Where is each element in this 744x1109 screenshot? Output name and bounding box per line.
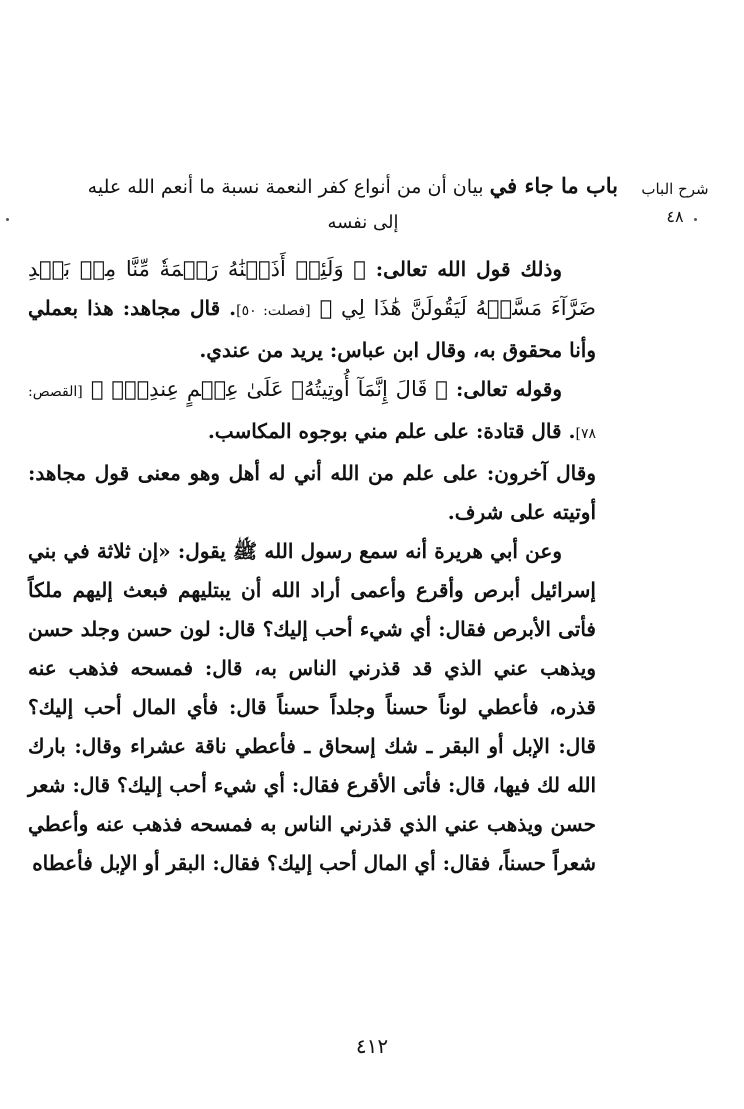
paragraph [28,454,596,532]
verse-reference: [القصص: ٧٨] [28,384,596,442]
chapter-side-note [630,178,720,228]
page-number: ٤١٢ [355,1034,389,1058]
verse-reference: [فصلت: ٥٠] [236,303,311,319]
quran-verse: ﴿ وَلَئِنۡ أَذَقۡنَٰهُ رَحۡمَةٗ مِّنَّا مِنۢ بَعۡدِ ضَرَّآءَ مَسَّتۡهُ لَيَقُولَنَّ هَٰذَا لِي ﴾ [28,257,596,320]
paragraph-text: . قال مجاهد: هذا بعملي وأنا محقوق به، وقال ابن عباس: يريد من عندي. [28,296,596,362]
main-text [28,250,596,883]
paragraph-text: . قال قتادة: على علم مني بوجوه المكاسب. [207,419,576,443]
margin-dot [6,218,9,221]
quran-verse: ﴿ قَالَ إِنَّمَآ أُوتِيتُهُۥ عَلَىٰ عِلۡمٍ عِندِيٓۚ ﴾ [90,377,448,401]
side-note-number: ٤٨ [666,207,684,226]
paragraph-text: وعن أبي هريرة أنه سمع رسول الله ﷺ يقول: «إن ثلاثة في بني إسرائيل أبرص وأقرع وأعمى أراد الله أن يبتليهم فبعث إليهم ملكاً فأتى الأبرص فقال: أي شيء أحب إليك؟ قال: لون حسن وجلد حسن ويذهب عني الذي قد قذرني الناس به، قال: فمسحه فذهب عنه قذره، فأعطي لوناً حسناً وجلداً حسناً قال: فأي المال أحب إليك؟ قال: الإبل أو البقر ـ شك إسحاق ـ فأعطي ناقة عشراء وقال: بارك الله لك فيها، قال: فأتى الأقرع فقال: أي شيء أحب إليك؟ قال: شعر حسن ويذهب عني الذي قذرني الناس به فمسحه فذهب عنه وأعطي شعراً حسناً، فقال: أي المال أحب إليك؟ فقال: البقر أو الإبل فأعطاه [28,539,596,875]
paragraph [28,370,596,454]
chapter-title-rest: بيان أن من أنواع كفر النعمة نسبة ما أنعم الله عليه [87,176,484,198]
paragraph [28,250,596,370]
side-note-label: شرح الباب [641,180,709,198]
paragraph-text: وقال آخرون: على علم من الله أني له أهل وهو معنى قول مجاهد: أوتيته على شرف. [28,461,596,524]
chapter-heading [28,166,618,239]
chapter-title: باب ما جاء في [489,173,618,198]
chapter-title-continuation: إلى نفسه [327,212,399,233]
paragraph-lead: وذلك قول الله تعالى: [375,257,563,281]
paragraph-lead: وقوله تعالى: [456,377,563,401]
paragraph [28,532,596,883]
